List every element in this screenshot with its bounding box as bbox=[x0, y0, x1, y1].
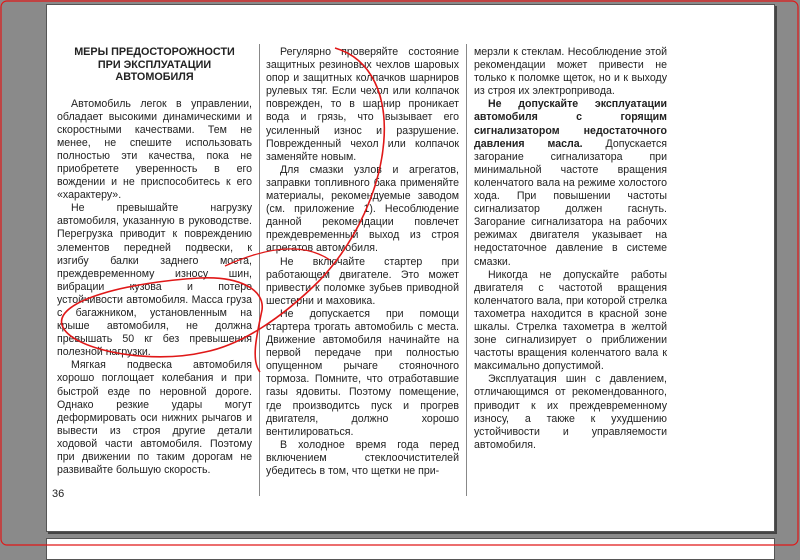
paragraph: Не допускается при помощи стартера трогать автомобиль с места. Движение автомобиля начинайте на первой передаче при полностью опущенном рычаге стояночного тормоза. Помните, что отработавшие газы ядовиты. Поэтому помещение, где производитсь пуск и прогрев двигателя, должно хорошо вентилироваться. bbox=[266, 307, 459, 438]
red-underline-mark bbox=[225, 249, 330, 266]
paragraph: Регулярно проверяйте состояние защитных резиновых чехлов шаровых опор и защитных колпачков шарниров рулевых тяг. Если чехол или колпачок поврежден, то в шарнир проникает вода и грязь, что вызывает его усиленный износ и разрушение. Поврежденный чехол или колпачок заменяйте новым. bbox=[266, 46, 459, 163]
paragraph: Для смазки узлов и агрегатов, заправки топливного бака применяйте материалы, рекомендуемые заводом (см. приложение 1). Несоблюдение данной рекомендации повлечет преждевременный выход из строя агрегатов автомобиля. bbox=[266, 163, 459, 255]
paragraph: В холодное время года перед включением стеклоочистителей убедитесь в том, что щетки не при- bbox=[266, 438, 459, 477]
paragraph: Не включайте стартер при работающем двигателе. Это может привести к поломке зубьев приводной шестерни и маховика. bbox=[266, 255, 459, 307]
red-frame-edge bbox=[1, 1, 798, 545]
paragraph: Эксплуатация шин с давлением, отличающимся от рекомендованного, приводит к их преждевременному износу, а также к ухудшению устойчивости и управляемости автомобиля. bbox=[474, 373, 667, 451]
paragraph: Не превышайте нагрузку автомобиля, указанную в руководстве. Перегрузка приводит к повреждению элементов передней подвески, к изгибу балки заднего моста, преждевременному износу шин, вибрации кузова и потере устойчивости автомобиля. Масса груза с багажником, установленным на крыше автомобиля, не должна превышать 50 кг без превышения полезной нагрузки. bbox=[57, 202, 252, 359]
warning-bold-text: Не допускайте эксплуатации автомобиля с горящим сигнализатором недостаточного давления масла. bbox=[474, 98, 667, 150]
page-number: 36 bbox=[52, 488, 65, 500]
title-line-2: ПРИ ЭКСПЛУАТАЦИИ bbox=[97, 58, 212, 71]
title-line-3: АВТОМОБИЛЯ bbox=[115, 71, 194, 83]
paragraph: Мягкая подвеска автомобиля хорошо поглощает колебания и при быстрой езде по неровной дороге. Однако резкие удары могут деформировать оси нижних рычагов и вывести из строя другие детали ходовой части автомобиля. Поэтому при движении по таким дорогам не развивайте большую скорость. bbox=[57, 359, 252, 477]
paragraph: Никогда не допускайте работы двигателя с частотой вращения коленчатого вала, при которой стрелка тахометра находится в красной зоне шкалы. Стрелка тахометра в желтой зоне сигнализирует о приближении частоты вращения коленчатого вала к максимально допустимой. bbox=[474, 268, 667, 373]
title-line-1: МЕРЫ ПРЕДОСТОРОЖНОСТИ bbox=[74, 46, 235, 58]
paragraph: Автомобиль легок в управлении, обладает высокими динамическими и скоростными качествами. Тем не менее, не спешите использовать полностью эти качества, пока не приобретете уверенность в его вождении и не приспособитесь к его «характеру». bbox=[57, 97, 252, 202]
paragraph: мерзли к стеклам. Несоблюдение этой рекомендации может привести не только к поломке щеток, но и к выходу из строя их электропривода. bbox=[474, 46, 667, 98]
warning-text: Допускается загорание сигнализатора при минимальной частоте вращения коленчатого вала на режиме холостого хода. При повышении частоты сигнализатор должен гаснуть. Загорание сигнализатора на рабочих режимах двигателя указывает на недостаточное давление в системе смазки. bbox=[474, 137, 667, 268]
red-circle-mark bbox=[62, 48, 385, 372]
